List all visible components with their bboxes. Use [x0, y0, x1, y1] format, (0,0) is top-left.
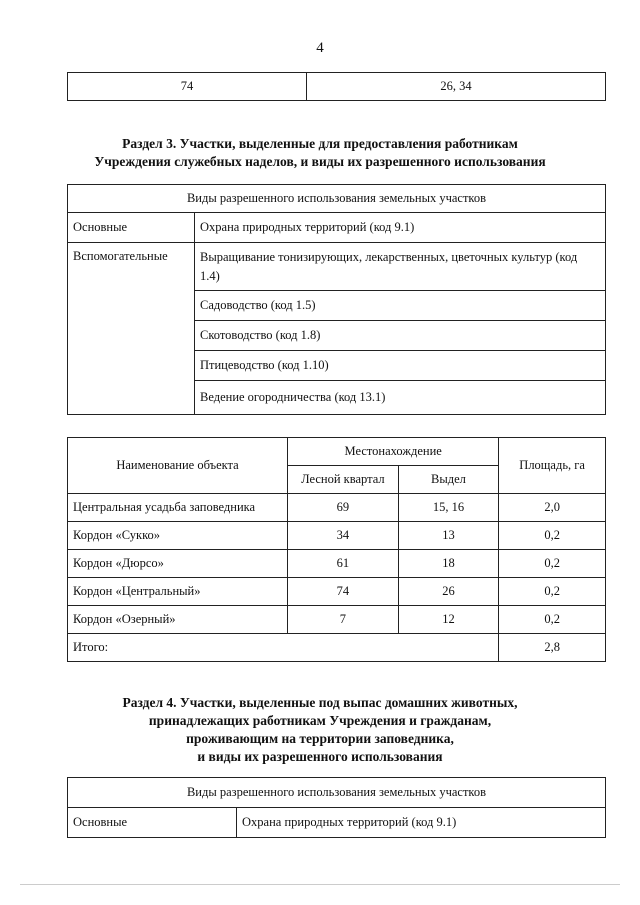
total-label: Итого: [68, 634, 499, 662]
object-name: Центральная усадьба заповедника [68, 494, 288, 522]
table-row [68, 606, 606, 634]
uses-table-header: Виды разрешенного использования земельных участков [68, 778, 606, 808]
object-quarter: 69 [288, 494, 399, 522]
object-quarter: 34 [288, 522, 399, 550]
continuation-cell-sections: 26, 34 [307, 73, 606, 101]
object-name: Кордон «Центральный» [68, 578, 288, 606]
main-uses-value: Охрана природных территорий (код 9.1) [237, 808, 606, 838]
main-uses-value: Охрана природных территорий (код 9.1) [195, 213, 606, 243]
section3-title-line2: Учреждения служебных наделов, и виды их разрешенного использования [94, 154, 546, 169]
aux-use-item: Ведение огородничества (код 13.1) [195, 381, 606, 415]
total-row [68, 634, 606, 662]
section4-title-line2: принадлежащих работникам Учреждения и гражданам, [148, 713, 492, 728]
aux-uses-label: Вспомогательные [68, 243, 195, 415]
aux-use-item: Выращивание тонизирующих, лекарственных, цветочных культур (код 1.4) [195, 243, 606, 291]
object-section: 15, 16 [398, 494, 499, 522]
object-name: Кордон «Озерный» [68, 606, 288, 634]
section4-heading [0, 694, 640, 766]
object-section: 12 [398, 606, 499, 634]
total-value: 2,8 [499, 634, 606, 662]
page-number: 4 [316, 40, 324, 56]
object-area: 0,2 [499, 550, 606, 578]
col-header-section: Выдел [398, 466, 499, 494]
continuation-table [67, 72, 606, 101]
aux-use-item: Садоводство (код 1.5) [195, 291, 606, 321]
section3-uses-table [67, 184, 606, 415]
object-section: 13 [398, 522, 499, 550]
continuation-cell-quarter: 74 [68, 73, 307, 101]
section3-heading [0, 135, 640, 171]
col-header-location: Местонахождение [288, 438, 499, 466]
object-area: 0,2 [499, 522, 606, 550]
object-area: 2,0 [499, 494, 606, 522]
table-row [68, 550, 606, 578]
object-quarter: 74 [288, 578, 399, 606]
object-section: 18 [398, 550, 499, 578]
section3-title-line1: Раздел 3. Участки, выделенные для предоставления работникам [122, 136, 518, 151]
table-row [68, 494, 606, 522]
col-header-name: Наименование объекта [68, 438, 288, 494]
section3-objects-table [67, 437, 606, 662]
object-quarter: 61 [288, 550, 399, 578]
table-row [68, 578, 606, 606]
object-section: 26 [398, 578, 499, 606]
aux-use-item: Скотоводство (код 1.8) [195, 321, 606, 351]
main-uses-label: Основные [68, 213, 195, 243]
section4-uses-table [67, 777, 606, 838]
object-area: 0,2 [499, 606, 606, 634]
object-area: 0,2 [499, 578, 606, 606]
aux-use-item: Птицеводство (код 1.10) [195, 351, 606, 381]
page-bottom-edge [20, 884, 620, 885]
col-header-area: Площадь, га [499, 438, 606, 494]
section4-title-line1: Раздел 4. Участки, выделенные под выпас домашних животных, [122, 695, 518, 710]
object-quarter: 7 [288, 606, 399, 634]
col-header-forest-quarter: Лесной квартал [288, 466, 399, 494]
table-row [68, 522, 606, 550]
section4-title-line3: проживающим на территории заповедника, [186, 731, 454, 746]
main-uses-label: Основные [68, 808, 237, 838]
object-name: Кордон «Сукко» [68, 522, 288, 550]
uses-table-header: Виды разрешенного использования земельных участков [68, 185, 606, 213]
object-name: Кордон «Дюрсо» [68, 550, 288, 578]
section4-title-line4: и виды их разрешенного использования [197, 749, 443, 764]
